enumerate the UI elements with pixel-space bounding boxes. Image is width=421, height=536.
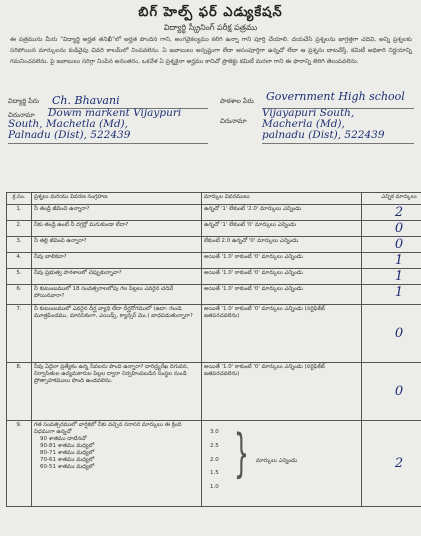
row-marks-rule: ఉన్నచో '1' లేకుంటే '2.0' మార్కులు ఎన్నిండు: [202, 205, 362, 221]
range-item: 80-71 శాతము మధ్యలో: [40, 450, 95, 456]
row-question: నీ కుటుంబములో 18 సంవత్సరాలలోపు గల పిల్లలు ఎవరైన చదివే పోయినవారా?: [32, 285, 202, 305]
row-score: 1: [394, 269, 404, 284]
row-marks-rule: అయితే '1.0' కాకుంటే '0' మార్కులు ఎన్నిండు (సర్టిఫికేట్ జతపరచవలెను): [202, 363, 362, 421]
school-name-label: పాఠశాల పేరు: [220, 97, 254, 105]
row-marks-rule: అయితే '1.0' కాకుంటే '0' మార్కులు ఎన్నిండు (సర్టిఫికేట్ జతపరచవలెను): [202, 305, 362, 363]
range-item: 90 శాతము దాటినచో: [40, 436, 87, 442]
row-score-cell: [362, 305, 421, 363]
row-number: 9.: [7, 421, 32, 507]
row-question: నీవు ప్రభుత్వ పాఠశాలలో చెప్పుకున్నావా?: [32, 269, 202, 285]
table-row: [7, 421, 421, 507]
student-name-value: Ch. Bhavani: [52, 94, 120, 107]
header-question: ప్రశ్నలు మరియు వివరణ సంగ్రహణ: [32, 193, 202, 205]
marks-scale: [204, 422, 359, 504]
row-score: 2: [394, 205, 404, 220]
brace-icon: }: [234, 424, 249, 484]
row-number: 5.: [7, 269, 32, 285]
table-row: [7, 221, 421, 237]
row-number: 3.: [7, 237, 32, 253]
row-score-cell: [362, 253, 421, 269]
table-row: [7, 285, 421, 305]
row-question: గత సంవత్సరములో వార్షికలో నీకు వచ్చిన సరాసరి మార్కులు ఈ క్రింది విధముగా ఉన్నచో: [34, 422, 182, 435]
school-name-value: Government High school: [266, 90, 405, 103]
row-score-cell: [362, 205, 421, 221]
scale-value: 1.5: [210, 470, 219, 477]
row-score: 1: [394, 285, 404, 300]
student-name-label: విద్యార్థి పేరు: [8, 97, 40, 105]
row-score-cell: [362, 269, 421, 285]
row-number: 1.: [7, 205, 32, 221]
row-marks-rule: లేకుంటే 2.0 ఉన్నచో '0' మార్కులు ఎన్నిండు: [202, 237, 362, 253]
student-address-line: Palnadu (Dist), 522439: [8, 129, 131, 141]
row-marks-rule: అయితే '1.0' కాకుంటే '0' మార్కులు ఎన్నిండు: [202, 285, 362, 305]
row-number: 7.: [7, 305, 32, 363]
student-address-label: చిరునామా: [8, 111, 35, 119]
table-header-row: [7, 193, 421, 205]
student-address-line: South, Machetla (Md),: [8, 118, 128, 130]
scale-value: 2.5: [210, 442, 219, 449]
row-number: 4.: [7, 253, 32, 269]
scale-values: [210, 426, 219, 495]
header-serial: క్ర.సం.: [7, 193, 32, 205]
row-score-cell: [362, 221, 421, 237]
row-number: 2.: [7, 221, 32, 237]
row-question: నీ తల్లి జీవించి ఉన్నారా?: [32, 237, 202, 253]
table-row: [7, 305, 421, 363]
row-marks-rule: అయితే '1.0' కాకుంటే '0' మార్కులు ఎన్నిండు: [202, 253, 362, 269]
row-marks-rule: అయితే '1.0' కాకుంటే '0' మార్కులు ఎన్నిండు: [202, 269, 362, 285]
row-score-cell: [362, 421, 421, 507]
table-row: [7, 363, 421, 421]
row-score: 0: [394, 237, 404, 252]
row-question: నీవు ఏదైనా ప్రత్యేకం ఉన్న సేవలను పొంది ఉన్నారా? దారిద్ర్యరేఖ దిగువన, నిర్వాసితుల ఉద్యమకారుల పిల్లల ద్వారా నిర్వహింపబడిన సంస్థల నుండి ప్రోత్సాహకములు పొంది ఉండవలెను.: [32, 363, 202, 421]
screening-table: [6, 192, 421, 507]
table-row: [7, 237, 421, 253]
row-score: 2: [394, 456, 404, 471]
document-title: బిగ్ హెల్ప్ ఫర్ ఎడ్యుకేషన్: [138, 5, 283, 20]
document-subtitle: విద్యార్థి స్క్రీనింగ్ పరీక్ష పత్రము: [163, 23, 258, 32]
student-address-value: [8, 108, 181, 141]
row-marks-scale: [202, 421, 362, 507]
row-score: 0: [394, 384, 404, 399]
row-score: 0: [394, 221, 404, 236]
row-number: 6.: [7, 285, 32, 305]
table-row: [7, 205, 421, 221]
table-row: [7, 269, 421, 285]
row-question: నీ కుటుంబములో ఎవరైన దీర్ఘ వ్యాధి లేదా దీర్ఘరోగములో (ఉదా: గుండె, మూత్రపిండము, మానసికంగా, ఎయిడ్స్, క్యాన్సర్ మొ.) బాధపడుతున్నారా?: [32, 305, 202, 363]
row-score-cell: [362, 237, 421, 253]
row-question-cell: [32, 421, 202, 507]
row-question: నీకు తండ్రి ఉంటే నీ దగ్గర్లో మనుకుండా లేదా?: [32, 221, 202, 237]
header-score: ఎన్నిక మార్కులు: [362, 193, 421, 205]
range-item: 60-51 శాతము మధ్యలో: [40, 464, 95, 470]
range-item: 90-81 శాతము మధ్యలో: [40, 443, 95, 449]
school-address-underline: [262, 143, 414, 144]
school-address-value: [262, 108, 385, 141]
row-score: 0: [394, 326, 404, 341]
scale-label: మార్కులు ఎన్నిండు: [256, 458, 298, 464]
row-score-cell: [362, 285, 421, 305]
school-address-label: చిరునామా: [220, 117, 247, 125]
intro-paragraph: ఈ పత్రమును మీరు "విద్యార్థి అర్హత తనిఖీ"లో అర్హత పొందిన గాని, అంగవైకల్యము కలిగి ఉన్నా గాని పూర్తి చేయాలి. దయచేసి ప్రశ్నలను జాగ్రత్తగా చదివి, అన్ని ప్రశ్నలకు సరిపోయిన మార్కులను కుడివైపు చివరి కాలమ్‌లో నింపవలెను. ఏ జవాబులు అస్పష్టంగా లేదా అసంపూర్తిగా ఉన్నచో లేదా ఆ ప్రశ్నను దాటవేస్తే, కమిటీ అధికారి నిర్ణయాన్ని గమనించవలెను. పై జవాబులు సరిగ్గా నింపిన అనంతరం, ఒకవేళ ఏ ప్రశ్నకైనా అర్హము కానిచో ప్రాజెక్టు కమిటీ మరలా గాని ఈ ఫారాన్ని తిరిగి తెలుపవలెను.: [10, 36, 412, 65]
row-question: నీవు బాలికవా?: [32, 253, 202, 269]
student-address-line: Dowm markent Vijaypuri: [48, 107, 182, 119]
range-item: 70-61 శాతము మధ్యలో: [40, 457, 95, 463]
row-number: 8.: [7, 363, 32, 421]
header-marks: మార్కుల వివరములు: [202, 193, 362, 205]
row-score-cell: [362, 363, 421, 421]
school-address-line: palnadu (Dist), 522439: [262, 129, 385, 141]
school-address-line: Macherla (Md),: [262, 118, 345, 130]
row-marks-rule: ఉన్నచో '1' లేకుంటే '0' మార్కులు ఎన్నిండు: [202, 221, 362, 237]
row-score: 1: [394, 253, 404, 268]
school-address-line: Vijayapuri South,: [262, 107, 355, 119]
student-address-underline: [8, 143, 208, 144]
scale-value: 1.0: [210, 484, 219, 491]
scale-value: 2.0: [210, 456, 219, 463]
table-row: [7, 253, 421, 269]
row-question: నీ తండ్రి జీవించి ఉన్నారా?: [32, 205, 202, 221]
scale-value: 3.0: [210, 429, 219, 435]
